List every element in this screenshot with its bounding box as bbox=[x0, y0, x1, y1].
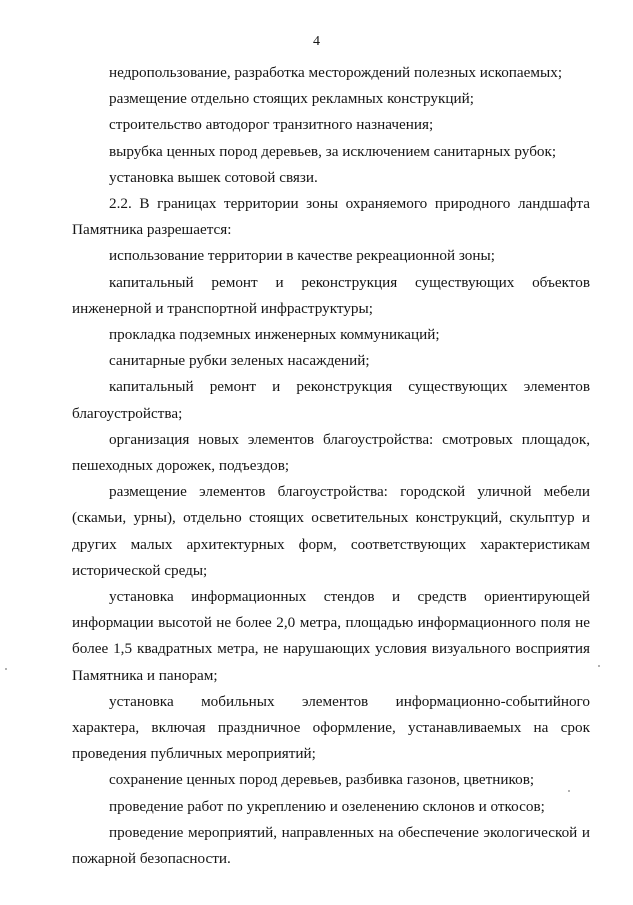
document-body bbox=[72, 60, 590, 872]
paragraph: установка информационных стендов и средств ориентирующей информации высотой не более 2,0 метра, площадью информационного поля не более 1,5 квадратных метра, не нарушающих условия визуального восприятия Памятника и панорам; bbox=[72, 588, 590, 684]
paragraph: установка вышек сотовой связи. bbox=[109, 168, 318, 186]
paragraph: недропользование, разработка месторождений полезных ископаемых; bbox=[109, 64, 563, 81]
paragraph: капитальный ремонт и реконструкция существующих элементов благоустройства; bbox=[72, 378, 590, 422]
paragraph: размещение элементов благоустройства: городской уличной мебели (скамьи, урны), отдельно стоящих осветительных конструкций, скульптур и других малых архитектурных форм, соответствующих характеристикам исторической среды; bbox=[72, 483, 590, 579]
paragraph: санитарные рубки зеленых насаждений; bbox=[109, 352, 370, 370]
paragraph: организация новых элементов благоустройства: смотровых площадок, пешеходных дорожек, подъездов; bbox=[72, 430, 590, 475]
paragraph: проведение работ по укреплению и озеленению склонов и откосов; bbox=[109, 797, 545, 815]
section-heading-paragraph: 2.2. В границах территории зоны охраняемого природного ландшафта Памятника разрешается: bbox=[72, 195, 590, 239]
paragraph: строительство автодорог транзитного назначения; bbox=[109, 116, 434, 134]
paragraph: прокладка подземных инженерных коммуникаций; bbox=[109, 326, 440, 344]
paragraph: сохранение ценных пород деревьев, разбивка газонов, цветников; bbox=[109, 771, 535, 789]
paragraph: использование территории в качестве рекреационной зоны; bbox=[109, 247, 495, 265]
scan-speck bbox=[598, 665, 600, 667]
paragraph: вырубка ценных пород деревьев, за исключением санитарных рубок; bbox=[109, 142, 557, 160]
scan-speck bbox=[568, 790, 570, 792]
scan-speck bbox=[5, 668, 7, 670]
paragraph: размещение отдельно стоящих рекламных конструкций; bbox=[109, 90, 474, 108]
paragraph: проведение мероприятий, направленных на обеспечение экологической и пожарной безопасности. bbox=[72, 823, 590, 868]
page-number: 4 bbox=[313, 34, 320, 49]
paragraph: установка мобильных элементов информационно-событийного характера, включая праздничное оформление, устанавливаемых на срок проведения публичных мероприятий; bbox=[72, 692, 590, 763]
paragraph: капитальный ремонт и реконструкция существующих объектов инженерной и транспортной инфраструктуры; bbox=[72, 273, 590, 317]
